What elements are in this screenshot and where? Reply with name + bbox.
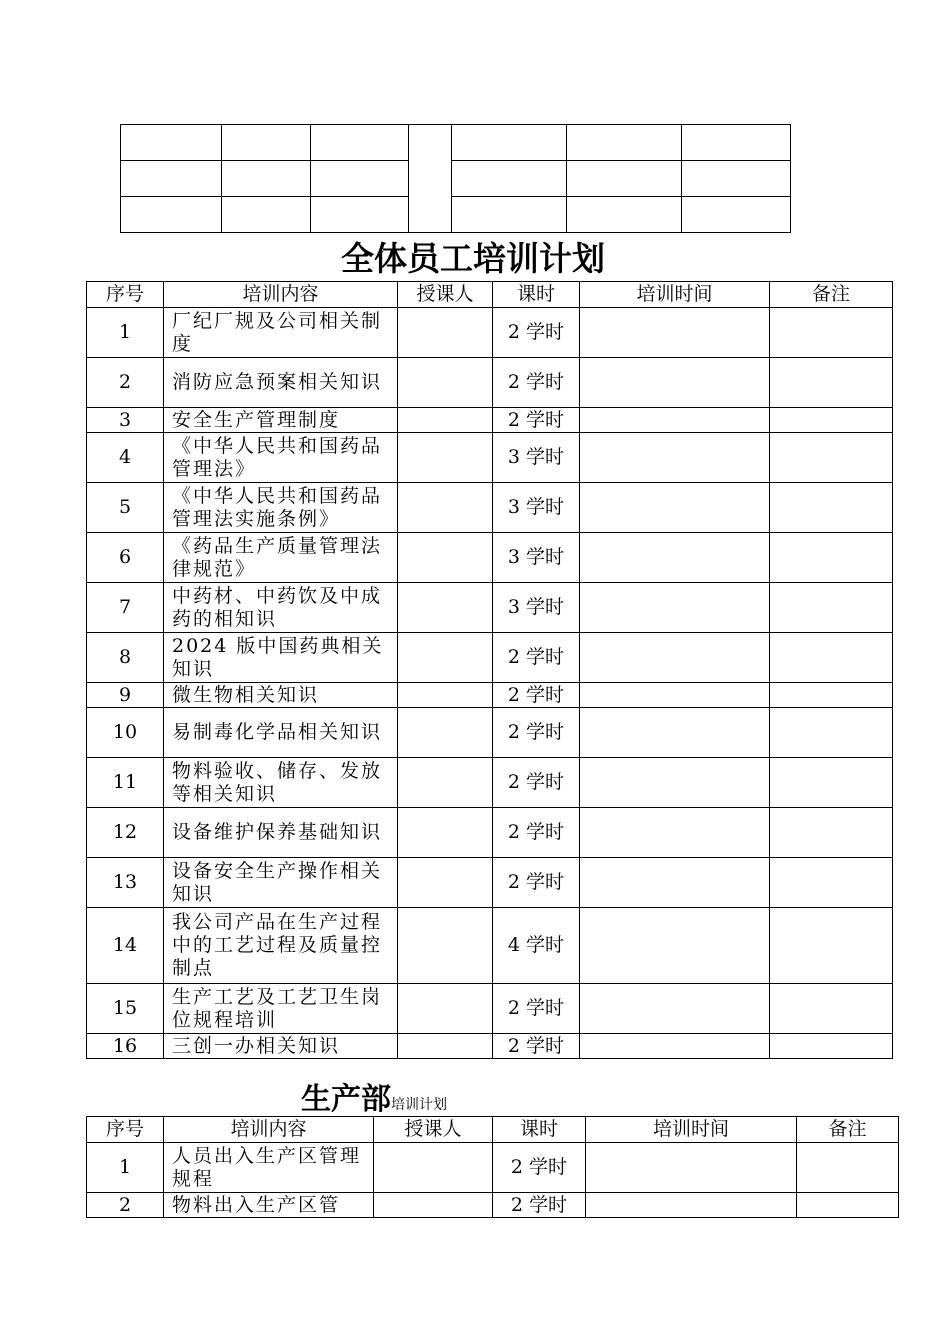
row-index: 15: [87, 984, 164, 1034]
row-content: 设备维护保养基础知识: [164, 808, 398, 858]
grid-cell-merged: [409, 125, 452, 233]
page-title: [0, 233, 950, 280]
row-note: [770, 308, 893, 358]
table-row: [87, 683, 893, 708]
row-teacher: [398, 533, 493, 583]
row-hours: 3 学时: [493, 483, 580, 533]
table-row: [87, 1193, 899, 1218]
row-content: 《中华人民共和国药品管理法》: [164, 433, 398, 483]
grid-cell: [567, 161, 682, 197]
row-content: 中药材、中药饮及中成药的相知识: [164, 583, 398, 633]
table-row: [87, 984, 893, 1034]
row-time: [580, 408, 770, 433]
table-row: [87, 483, 893, 533]
row-content: 消防应急预案相关知识: [164, 358, 398, 408]
row-time: [580, 1034, 770, 1059]
row-teacher: [398, 358, 493, 408]
row-teacher: [374, 1193, 493, 1218]
grid-cell: [567, 125, 682, 161]
grid-cell: [311, 161, 409, 197]
row-hours: 2 学时: [493, 984, 580, 1034]
table-row: [87, 583, 893, 633]
row-time: [580, 533, 770, 583]
row-content: 生产工艺及工艺卫生岗位规程培训: [164, 984, 398, 1034]
header-note: 备注: [770, 282, 893, 308]
row-hours: 2 学时: [493, 1143, 586, 1193]
row-index: 8: [87, 633, 164, 683]
table-row: [87, 433, 893, 483]
row-time: [586, 1143, 797, 1193]
row-content: 《中华人民共和国药品管理法实施条例》: [164, 483, 398, 533]
row-note: [770, 408, 893, 433]
grid-row: [121, 161, 791, 197]
table-row: [87, 708, 893, 758]
grid-row: [121, 125, 791, 161]
grid-cell: [222, 197, 311, 233]
row-hours: 2 学时: [493, 633, 580, 683]
header-note: 备注: [797, 1117, 899, 1143]
row-hours: 2 学时: [493, 1034, 580, 1059]
row-time: [580, 758, 770, 808]
grid-cell: [682, 125, 791, 161]
table-row: [87, 1034, 893, 1059]
table-row: [87, 1143, 899, 1193]
table-row: [87, 533, 893, 583]
row-hours: 2 学时: [493, 308, 580, 358]
row-time: [580, 633, 770, 683]
header-empty-grid: [120, 124, 791, 233]
header-time: 培训时间: [586, 1117, 797, 1143]
row-note: [770, 633, 893, 683]
row-time: [580, 483, 770, 533]
grid-cell: [452, 197, 567, 233]
all-staff-training-table: [86, 281, 893, 1059]
row-teacher: [398, 408, 493, 433]
row-index: 6: [87, 533, 164, 583]
row-note: [770, 533, 893, 583]
row-time: [580, 308, 770, 358]
row-teacher: [398, 308, 493, 358]
row-content: 易制毒化学品相关知识: [164, 708, 398, 758]
row-index: 2: [87, 1193, 164, 1218]
table-row: [87, 758, 893, 808]
row-teacher: [398, 708, 493, 758]
row-index: 14: [87, 908, 164, 984]
row-content: 微生物相关知识: [164, 683, 398, 708]
row-teacher: [374, 1143, 493, 1193]
row-teacher: [398, 984, 493, 1034]
row-index: 7: [87, 583, 164, 633]
row-note: [797, 1143, 899, 1193]
row-time: [586, 1193, 797, 1218]
row-index: 4: [87, 433, 164, 483]
row-time: [580, 858, 770, 908]
row-content: 我公司产品在生产过程中的工艺过程及质量控制点: [164, 908, 398, 984]
grid-cell: [121, 125, 222, 161]
header-time: 培训时间: [580, 282, 770, 308]
table-row: [87, 358, 893, 408]
row-content: 设备安全生产操作相关知识: [164, 858, 398, 908]
row-teacher: [398, 908, 493, 984]
row-note: [770, 758, 893, 808]
row-index: 11: [87, 758, 164, 808]
row-hours: 4 学时: [493, 908, 580, 984]
table-row: [87, 633, 893, 683]
header-index: 序号: [87, 282, 164, 308]
row-hours: 2 学时: [493, 358, 580, 408]
row-hours: 3 学时: [493, 433, 580, 483]
row-content: 《药品生产质量管理法律规范》: [164, 533, 398, 583]
row-content: 2024 版中国药典相关知识: [164, 633, 398, 683]
row-content: 三创一办相关知识: [164, 1034, 398, 1059]
row-time: [580, 708, 770, 758]
row-note: [770, 858, 893, 908]
row-hours: 2 学时: [493, 758, 580, 808]
row-teacher: [398, 1034, 493, 1059]
row-content: 厂纪厂规及公司相关制度: [164, 308, 398, 358]
grid-cell: [121, 197, 222, 233]
section-title-department: 生产部: [301, 1082, 391, 1117]
header-teacher: 授课人: [398, 282, 493, 308]
grid-cell: [222, 125, 311, 161]
row-note: [770, 708, 893, 758]
row-index: 1: [87, 308, 164, 358]
row-hours: 2 学时: [493, 858, 580, 908]
table-row: [87, 908, 893, 984]
grid-cell: [452, 161, 567, 197]
table-row: [87, 408, 893, 433]
row-time: [580, 908, 770, 984]
row-note: [770, 808, 893, 858]
grid-cell: [567, 197, 682, 233]
row-time: [580, 984, 770, 1034]
production-training-table: [86, 1116, 899, 1218]
row-index: 9: [87, 683, 164, 708]
grid-row: [121, 197, 791, 233]
row-hours: 2 学时: [493, 808, 580, 858]
grid-cell: [682, 161, 791, 197]
page-title-text: 全体员工培训计划: [341, 239, 605, 278]
header-hours: 课时: [493, 282, 580, 308]
header-content: 培训内容: [164, 1117, 374, 1143]
section-title-suffix: 培训计划: [391, 1097, 447, 1113]
row-hours: 2 学时: [493, 683, 580, 708]
grid-cell: [311, 125, 409, 161]
row-content: 物料出入生产区管: [164, 1193, 374, 1218]
row-teacher: [398, 858, 493, 908]
grid-cell: [682, 197, 791, 233]
row-content: 物料验收、储存、发放等相关知识: [164, 758, 398, 808]
row-index: 10: [87, 708, 164, 758]
header-hours: 课时: [493, 1117, 586, 1143]
row-teacher: [398, 433, 493, 483]
row-index: 5: [87, 483, 164, 533]
row-hours: 2 学时: [493, 708, 580, 758]
grid-cell: [121, 161, 222, 197]
header-index: 序号: [87, 1117, 164, 1143]
grid-cell: [311, 197, 409, 233]
row-note: [770, 1034, 893, 1059]
row-note: [797, 1193, 899, 1218]
row-time: [580, 808, 770, 858]
row-time: [580, 358, 770, 408]
row-content: 人员出入生产区管理规程: [164, 1143, 374, 1193]
row-index: 3: [87, 408, 164, 433]
row-teacher: [398, 633, 493, 683]
row-teacher: [398, 808, 493, 858]
row-hours: 3 学时: [493, 533, 580, 583]
row-note: [770, 683, 893, 708]
row-time: [580, 433, 770, 483]
row-note: [770, 483, 893, 533]
row-time: [580, 683, 770, 708]
row-index: 2: [87, 358, 164, 408]
row-note: [770, 433, 893, 483]
row-time: [580, 583, 770, 633]
row-note: [770, 583, 893, 633]
row-note: [770, 984, 893, 1034]
row-content: 安全生产管理制度: [164, 408, 398, 433]
row-hours: 2 学时: [493, 1193, 586, 1218]
row-index: 1: [87, 1143, 164, 1193]
row-teacher: [398, 758, 493, 808]
grid-cell: [452, 125, 567, 161]
table-header-row: [87, 1117, 899, 1143]
grid-cell: [222, 161, 311, 197]
row-teacher: [398, 583, 493, 633]
row-hours: 3 学时: [493, 583, 580, 633]
header-content: 培训内容: [164, 282, 398, 308]
row-hours: 2 学时: [493, 408, 580, 433]
section-title: [301, 1074, 447, 1118]
header-teacher: 授课人: [374, 1117, 493, 1143]
row-note: [770, 908, 893, 984]
row-index: 16: [87, 1034, 164, 1059]
table-row: [87, 858, 893, 908]
row-index: 13: [87, 858, 164, 908]
table-row: [87, 808, 893, 858]
row-index: 12: [87, 808, 164, 858]
row-teacher: [398, 483, 493, 533]
row-teacher: [398, 683, 493, 708]
row-note: [770, 358, 893, 408]
table-row: [87, 308, 893, 358]
table-header-row: [87, 282, 893, 308]
